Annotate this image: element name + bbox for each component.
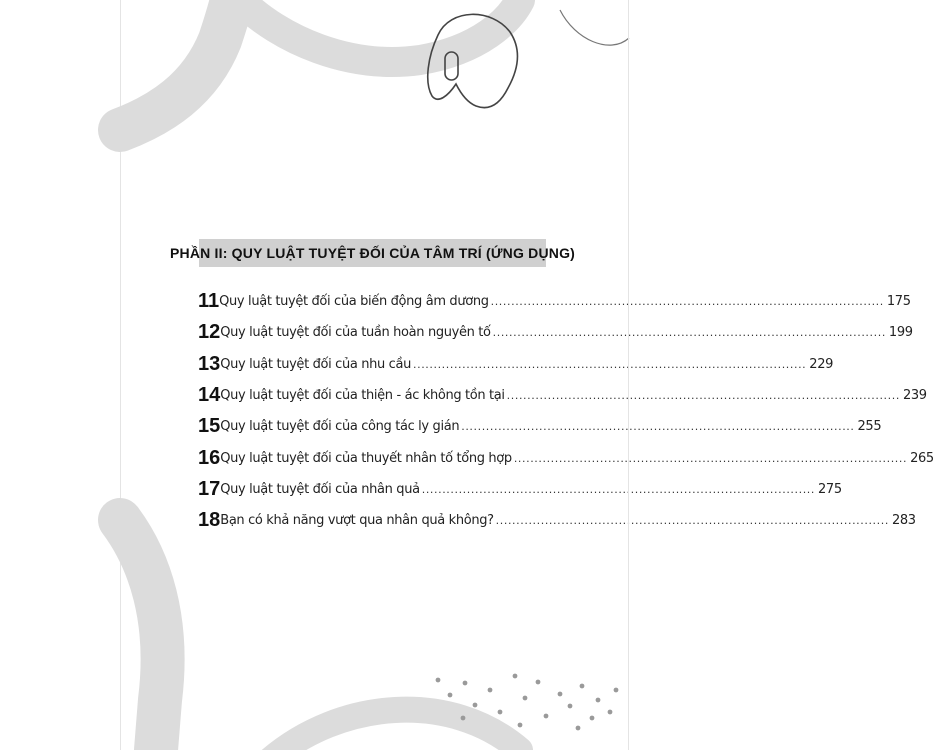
chapter-number: 11 [198,290,220,313]
page-number: 255 [857,419,882,435]
page-number: 239 [902,388,927,404]
chapter-number: 18 [198,509,221,532]
dot-leader [514,452,907,465]
table-of-contents [198,286,934,536]
toc-entry [198,317,913,348]
page-number: 265 [910,450,934,466]
chapter-title: Quy luật tuyệt đối của nhân quả [220,481,420,497]
page-number: 275 [818,481,842,497]
dot-leader [413,358,806,371]
brush-arc-bottom [270,710,520,750]
dot-leader [507,389,900,402]
chapter-title: Quy luật tuyệt đối của tuần hoàn nguyên tố [220,325,491,341]
chapter-number: 15 [198,415,221,438]
page-number: 175 [886,294,911,310]
page-number: 229 [809,356,834,372]
toc-entry [198,411,882,442]
toc-entry [198,380,927,411]
brush-stroke-bottom-left [120,520,163,750]
part-header [169,239,576,267]
toc-entry [198,442,934,473]
chapter-title: Bạn có khả năng vượt qua nhân quả không? [220,513,494,529]
dot-leader [491,295,884,308]
book-page [120,0,934,750]
chapter-title: Quy luật tuyệt đối của thiện - ác không tồn tại [220,388,505,404]
chapter-number: 17 [198,477,221,500]
dot-leader [496,514,889,527]
part-title: PHẦN II: QUY LUẬT TUYỆT ĐỐI CỦA TÂM TRÍ (ỨNG DỤNG) [169,245,576,261]
dot-leader [422,483,815,496]
page-number: 283 [891,513,916,529]
dot-leader [461,420,854,433]
chapter-number: 13 [198,352,221,375]
chapter-number: 14 [198,384,221,407]
chapter-title: Quy luật tuyệt đối của thuyết nhân tố tổng hợp [220,450,512,466]
page-number: 199 [888,325,913,341]
toc-entry [198,286,911,317]
chapter-title: Quy luật tuyệt đối của biến động âm dương [219,294,489,310]
brush-stroke-top-center [240,0,520,62]
brush-stroke-top-left [120,0,232,130]
chapter-number: 12 [198,321,221,344]
toc-entry [198,505,916,536]
chapter-number: 16 [198,446,221,469]
toc-entry [198,474,842,505]
chapter-title: Quy luật tuyệt đối của công tác ly gián [220,419,460,435]
dot-leader [493,326,886,339]
chapter-title: Quy luật tuyệt đối của nhu cầu [220,356,411,372]
thin-curve-line [560,10,629,45]
toc-entry [198,349,834,380]
